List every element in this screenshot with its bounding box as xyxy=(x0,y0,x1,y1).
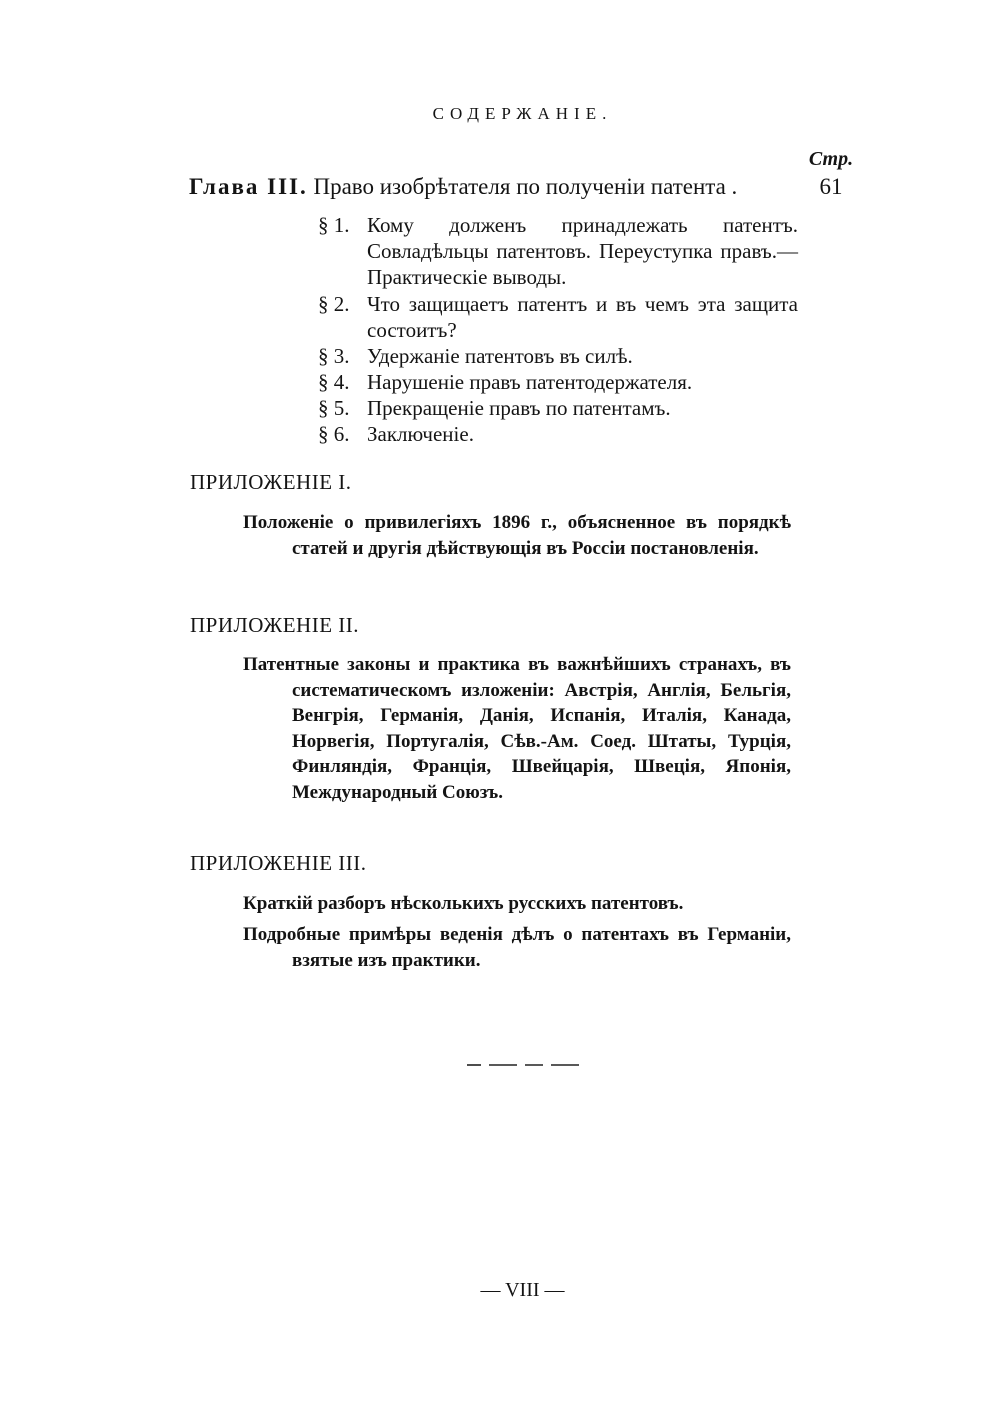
appendix-title: ПРИЛОЖЕНIЕ III. xyxy=(190,851,367,875)
chapter-page-number: 61 xyxy=(819,174,843,199)
appendix-description: Подробные примѣры веденiя дѣлъ о патентахъ въ Германiи, взятые изъ практики. xyxy=(243,924,791,971)
section-number: § 2. xyxy=(318,292,350,316)
appendix-title: ПРИЛОЖЕНIЕ II. xyxy=(190,613,360,637)
appendix-description: Патентные законы и практика въ важнѣйшихъ странахъ, въ систематическомъ изложенiи: Австрiя, Англiя, Бельгiя, Венгрiя, Германiя, Данiя, Испанiя, Италiя, Канада, Норвегiя, Португалiя, Сѣв.-Ам. Соед. Штаты, Турцiя, Финляндiя, Францiя, Швейцарiя, Швецiя, Японiя, Международный Союзъ. xyxy=(243,654,791,803)
appendix-description: Положенiе о привилегiяхъ 1896 г., объясненное въ порядкѣ статей и другiя дѣйствующiя въ Россiи постановленiя. xyxy=(243,512,791,559)
section-entry xyxy=(318,291,798,343)
section-entry xyxy=(318,369,798,395)
ornament-rule xyxy=(467,1061,579,1069)
section-text: Нарушенiе правъ патентодержателя. xyxy=(367,370,693,394)
section-entry xyxy=(318,343,798,369)
section-text: Удержанiе патентовъ въ силѣ. xyxy=(367,344,633,368)
section-entry xyxy=(318,421,798,447)
section-number: § 1. xyxy=(318,213,350,237)
chapter-title: Право изобрѣтателя по полученiи патента . xyxy=(313,174,738,199)
section-number: § 6. xyxy=(318,422,350,446)
chapter-label: Глава III. xyxy=(189,174,308,199)
page-column-label: Стр. xyxy=(808,148,854,170)
section-text: Кому долженъ принадлежать патентъ. Совладѣльцы патентовъ. Переуступка правъ.— Практическiе выводы. xyxy=(367,213,798,289)
section-number: § 4. xyxy=(318,370,350,394)
section-number: § 5. xyxy=(318,396,350,420)
appendix-title: ПРИЛОЖЕНIЕ I. xyxy=(190,470,352,494)
section-text: Прекращенiе правъ по патентамъ. xyxy=(367,396,671,420)
section-text: Заключенiе. xyxy=(367,422,474,446)
chapter-entry xyxy=(189,174,737,200)
appendix-description: Краткiй разборъ нѣсколькихъ русскихъ патентовъ. xyxy=(243,893,684,914)
section-entry xyxy=(318,395,798,421)
contents-heading: СОДЕРЖАНIЕ. xyxy=(432,104,613,123)
section-text: Что защищаетъ патентъ и въ чемъ эта защита состоитъ? xyxy=(367,292,798,342)
section-number: § 3. xyxy=(318,344,350,368)
page-number: — VIII — xyxy=(480,1279,565,1301)
section-entry xyxy=(318,212,798,290)
